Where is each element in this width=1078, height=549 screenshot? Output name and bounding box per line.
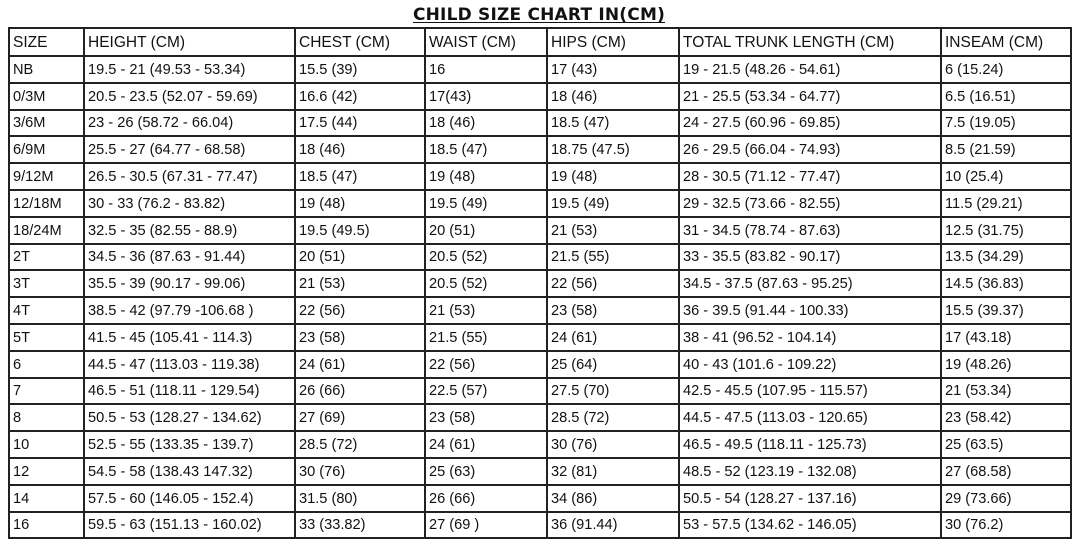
table-row — [9, 163, 1071, 190]
table-row — [9, 404, 1071, 431]
chest-cell: 23 (58) — [295, 324, 425, 351]
inseam-cell: 11.5 (29.21) — [941, 190, 1071, 217]
chest-cell: 16.6 (42) — [295, 83, 425, 110]
table-row — [9, 458, 1071, 485]
trunk-length-cell: 36 - 39.5 (91.44 - 100.33) — [679, 297, 941, 324]
hips-cell: 19.5 (49) — [547, 190, 679, 217]
size-cell: 6/9M — [9, 136, 84, 163]
hips-cell: 22 (56) — [547, 270, 679, 297]
trunk-length-cell: 46.5 - 49.5 (118.11 - 125.73) — [679, 431, 941, 458]
inseam-cell: 13.5 (34.29) — [941, 244, 1071, 271]
chest-cell: 33 (33.82) — [295, 512, 425, 539]
chest-cell: 22 (56) — [295, 297, 425, 324]
waist-cell: 24 (61) — [425, 431, 547, 458]
height-cell: 26.5 - 30.5 (67.31 - 77.47) — [84, 163, 295, 190]
inseam-cell: 19 (48.26) — [941, 351, 1071, 378]
waist-cell: 23 (58) — [425, 404, 547, 431]
inseam-cell: 15.5 (39.37) — [941, 297, 1071, 324]
height-cell: 52.5 - 55 (133.35 - 139.7) — [84, 431, 295, 458]
hips-cell: 27.5 (70) — [547, 378, 679, 405]
size-cell: 3T — [9, 270, 84, 297]
hips-cell: 18 (46) — [547, 83, 679, 110]
chest-cell: 30 (76) — [295, 458, 425, 485]
table-row — [9, 431, 1071, 458]
table-row — [9, 324, 1071, 351]
height-cell: 57.5 - 60 (146.05 - 152.4) — [84, 485, 295, 512]
size-cell: 7 — [9, 378, 84, 405]
trunk-length-cell: 34.5 - 37.5 (87.63 - 95.25) — [679, 270, 941, 297]
hips-cell: 23 (58) — [547, 297, 679, 324]
inseam-cell: 7.5 (19.05) — [941, 110, 1071, 137]
size-cell: 10 — [9, 431, 84, 458]
size-cell: 18/24M — [9, 217, 84, 244]
size-cell: 9/12M — [9, 163, 84, 190]
chest-cell: 20 (51) — [295, 244, 425, 271]
trunk-length-cell: 38 - 41 (96.52 - 104.14) — [679, 324, 941, 351]
chest-cell: 28.5 (72) — [295, 431, 425, 458]
hips-cell: 18.75 (47.5) — [547, 136, 679, 163]
hips-cell: 17 (43) — [547, 56, 679, 83]
size-cell: 16 — [9, 512, 84, 539]
inseam-cell: 25 (63.5) — [941, 431, 1071, 458]
header-waist: WAIST (CM) — [425, 28, 547, 56]
trunk-length-cell: 26 - 29.5 (66.04 - 74.93) — [679, 136, 941, 163]
chest-cell: 18 (46) — [295, 136, 425, 163]
header-row — [9, 28, 1071, 56]
trunk-length-cell: 53 - 57.5 (134.62 - 146.05) — [679, 512, 941, 539]
trunk-length-cell: 42.5 - 45.5 (107.95 - 115.57) — [679, 378, 941, 405]
hips-cell: 21.5 (55) — [547, 244, 679, 271]
height-cell: 38.5 - 42 (97.79 -106.68 ) — [84, 297, 295, 324]
chest-cell: 19 (48) — [295, 190, 425, 217]
table-row — [9, 190, 1071, 217]
size-cell: 8 — [9, 404, 84, 431]
chest-cell: 18.5 (47) — [295, 163, 425, 190]
chart-title: CHILD SIZE CHART IN(CM) — [412, 5, 666, 25]
waist-cell: 19 (48) — [425, 163, 547, 190]
waist-cell: 16 — [425, 56, 547, 83]
waist-cell: 26 (66) — [425, 485, 547, 512]
chest-cell: 17.5 (44) — [295, 110, 425, 137]
size-chart-table — [8, 27, 1072, 539]
table-row — [9, 56, 1071, 83]
inseam-cell: 14.5 (36.83) — [941, 270, 1071, 297]
header-inseam: INSEAM (CM) — [941, 28, 1071, 56]
chest-cell: 27 (69) — [295, 404, 425, 431]
table-row — [9, 297, 1071, 324]
waist-cell: 20.5 (52) — [425, 244, 547, 271]
height-cell: 35.5 - 39 (90.17 - 99.06) — [84, 270, 295, 297]
chest-cell: 24 (61) — [295, 351, 425, 378]
trunk-length-cell: 48.5 - 52 (123.19 - 132.08) — [679, 458, 941, 485]
inseam-cell: 6 (15.24) — [941, 56, 1071, 83]
waist-cell: 19.5 (49) — [425, 190, 547, 217]
header-size: SIZE — [9, 28, 84, 56]
size-cell: 4T — [9, 297, 84, 324]
hips-cell: 36 (91.44) — [547, 512, 679, 539]
table-row — [9, 217, 1071, 244]
waist-cell: 18.5 (47) — [425, 136, 547, 163]
size-cell: 12 — [9, 458, 84, 485]
size-cell: 3/6M — [9, 110, 84, 137]
chest-cell: 21 (53) — [295, 270, 425, 297]
table-row — [9, 485, 1071, 512]
trunk-length-cell: 31 - 34.5 (78.74 - 87.63) — [679, 217, 941, 244]
header-hips: HIPS (CM) — [547, 28, 679, 56]
hips-cell: 24 (61) — [547, 324, 679, 351]
table-row — [9, 110, 1071, 137]
trunk-length-cell: 40 - 43 (101.6 - 109.22) — [679, 351, 941, 378]
inseam-cell: 10 (25.4) — [941, 163, 1071, 190]
height-cell: 19.5 - 21 (49.53 - 53.34) — [84, 56, 295, 83]
size-cell: 5T — [9, 324, 84, 351]
inseam-cell: 21 (53.34) — [941, 378, 1071, 405]
waist-cell: 17(43) — [425, 83, 547, 110]
size-cell: 0/3M — [9, 83, 84, 110]
size-cell: 6 — [9, 351, 84, 378]
inseam-cell: 8.5 (21.59) — [941, 136, 1071, 163]
waist-cell: 25 (63) — [425, 458, 547, 485]
waist-cell: 22 (56) — [425, 351, 547, 378]
size-cell: 12/18M — [9, 190, 84, 217]
inseam-cell: 23 (58.42) — [941, 404, 1071, 431]
trunk-length-cell: 50.5 - 54 (128.27 - 137.16) — [679, 485, 941, 512]
hips-cell: 21 (53) — [547, 217, 679, 244]
table-row — [9, 351, 1071, 378]
table-row — [9, 512, 1071, 539]
inseam-cell: 12.5 (31.75) — [941, 217, 1071, 244]
chest-cell: 19.5 (49.5) — [295, 217, 425, 244]
size-cell: 2T — [9, 244, 84, 271]
hips-cell: 18.5 (47) — [547, 110, 679, 137]
waist-cell: 21 (53) — [425, 297, 547, 324]
waist-cell: 22.5 (57) — [425, 378, 547, 405]
waist-cell: 21.5 (55) — [425, 324, 547, 351]
hips-cell: 30 (76) — [547, 431, 679, 458]
height-cell: 59.5 - 63 (151.13 - 160.02) — [84, 512, 295, 539]
trunk-length-cell: 33 - 35.5 (83.82 - 90.17) — [679, 244, 941, 271]
chest-cell: 15.5 (39) — [295, 56, 425, 83]
height-cell: 41.5 - 45 (105.41 - 114.3) — [84, 324, 295, 351]
inseam-cell: 6.5 (16.51) — [941, 83, 1071, 110]
hips-cell: 28.5 (72) — [547, 404, 679, 431]
chest-cell: 26 (66) — [295, 378, 425, 405]
size-cell: NB — [9, 56, 84, 83]
hips-cell: 19 (48) — [547, 163, 679, 190]
table-row — [9, 136, 1071, 163]
height-cell: 23 - 26 (58.72 - 66.04) — [84, 110, 295, 137]
waist-cell: 20 (51) — [425, 217, 547, 244]
height-cell: 54.5 - 58 (138.43 147.32) — [84, 458, 295, 485]
trunk-length-cell: 44.5 - 47.5 (113.03 - 120.65) — [679, 404, 941, 431]
table-row — [9, 83, 1071, 110]
table-row — [9, 270, 1071, 297]
trunk-length-cell: 19 - 21.5 (48.26 - 54.61) — [679, 56, 941, 83]
inseam-cell: 30 (76.2) — [941, 512, 1071, 539]
height-cell: 20.5 - 23.5 (52.07 - 59.69) — [84, 83, 295, 110]
height-cell: 50.5 - 53 (128.27 - 134.62) — [84, 404, 295, 431]
hips-cell: 34 (86) — [547, 485, 679, 512]
trunk-length-cell: 29 - 32.5 (73.66 - 82.55) — [679, 190, 941, 217]
height-cell: 25.5 - 27 (64.77 - 68.58) — [84, 136, 295, 163]
height-cell: 32.5 - 35 (82.55 - 88.9) — [84, 217, 295, 244]
table-body — [9, 56, 1071, 538]
height-cell: 30 - 33 (76.2 - 83.82) — [84, 190, 295, 217]
inseam-cell: 27 (68.58) — [941, 458, 1071, 485]
trunk-length-cell: 21 - 25.5 (53.34 - 64.77) — [679, 83, 941, 110]
waist-cell: 27 (69 ) — [425, 512, 547, 539]
trunk-length-cell: 28 - 30.5 (71.12 - 77.47) — [679, 163, 941, 190]
trunk-length-cell: 24 - 27.5 (60.96 - 69.85) — [679, 110, 941, 137]
header-chest: CHEST (CM) — [295, 28, 425, 56]
inseam-cell: 29 (73.66) — [941, 485, 1071, 512]
header-height: HEIGHT (CM) — [84, 28, 295, 56]
header-total-trunk-length: TOTAL TRUNK LENGTH (CM) — [679, 28, 941, 56]
height-cell: 46.5 - 51 (118.11 - 129.54) — [84, 378, 295, 405]
height-cell: 44.5 - 47 (113.03 - 119.38) — [84, 351, 295, 378]
chest-cell: 31.5 (80) — [295, 485, 425, 512]
hips-cell: 25 (64) — [547, 351, 679, 378]
table-row — [9, 378, 1071, 405]
height-cell: 34.5 - 36 (87.63 - 91.44) — [84, 244, 295, 271]
size-cell: 14 — [9, 485, 84, 512]
hips-cell: 32 (81) — [547, 458, 679, 485]
waist-cell: 18 (46) — [425, 110, 547, 137]
table-row — [9, 244, 1071, 271]
inseam-cell: 17 (43.18) — [941, 324, 1071, 351]
waist-cell: 20.5 (52) — [425, 270, 547, 297]
